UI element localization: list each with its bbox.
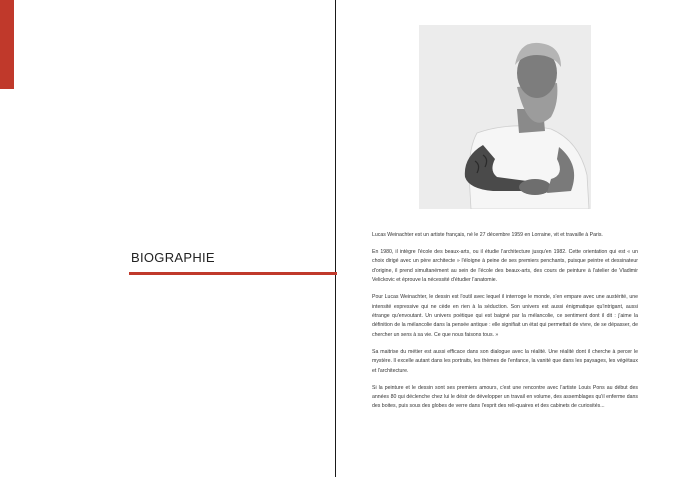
bio-paragraph: Sa maitrise du métier est aussi efficace dans son dialogue avec la réalité. Une réalité dont il cherche à percer le mystère. Il excelle autant dans les portraits, les thèmes de l'enfance, la vanité que dans les paysages, les végétaux et l'architecture.	[372, 348, 638, 374]
title-underline-rule	[129, 272, 337, 275]
red-accent-bar	[0, 0, 14, 89]
bio-paragraph: Lucas Weinachter est un artiste français, né le 27 décembre 1959 en Lorraine, vit et travaille à Paris.	[372, 232, 603, 238]
left-page	[0, 0, 336, 477]
bio-paragraph: En 1980, il intègre l'école des beaux-arts, ou il étudie l'architecture jusqu'en 1982. Cette orientation qui est « un choix dirigé avec un père architecte » l'éloigne à peine de ses premiers penchants, puisque peintre et dessinateur d'origine, il prend simultanément au sein de l'école des beaux-arts, des cours de peinture à l'atelier de Vladimir Velickovic et éprouve la nécessité d'étudier l'anatomie.	[372, 249, 638, 284]
bio-paragraph: Pour Lucas Weinachter, le dessin est l'outil avec lequel il interroge le monde, s'en empare avec une austérité, une intensité expressive qui ne cède en rien à la séduction. Son univers est aussi énigmatique qu'intrigant, aussi étrange qu'envoutant. Un univers poétique qui est baigné par la mélancolie, ce sentiment dont il dit : j'aime la définition de la mélancolie dans la pensée antique : elle signifiait un état qui permettait de vivre, de se dépasser, de chercher un sens à sa vie. Ce que nous faisons tous. »	[372, 294, 638, 338]
biography-text	[372, 231, 638, 419]
section-title: BIOGRAPHIE	[131, 250, 215, 265]
right-page	[337, 0, 674, 477]
portrait-photo	[419, 25, 591, 209]
portrait-photo-icon	[419, 25, 591, 209]
bio-paragraph: Si la peinture et le dessin sont ses premiers amours, c'est une rencontre avec l'artiste Louis Pons au début des années 80 qui déclenche chez lui le désir de développer un travail en volume, des assemblages qu'il enferme dans des boites, puis sous des globes de verre dans l'esprit des reli-quaires et des cabinets de curiosités...	[372, 384, 638, 410]
